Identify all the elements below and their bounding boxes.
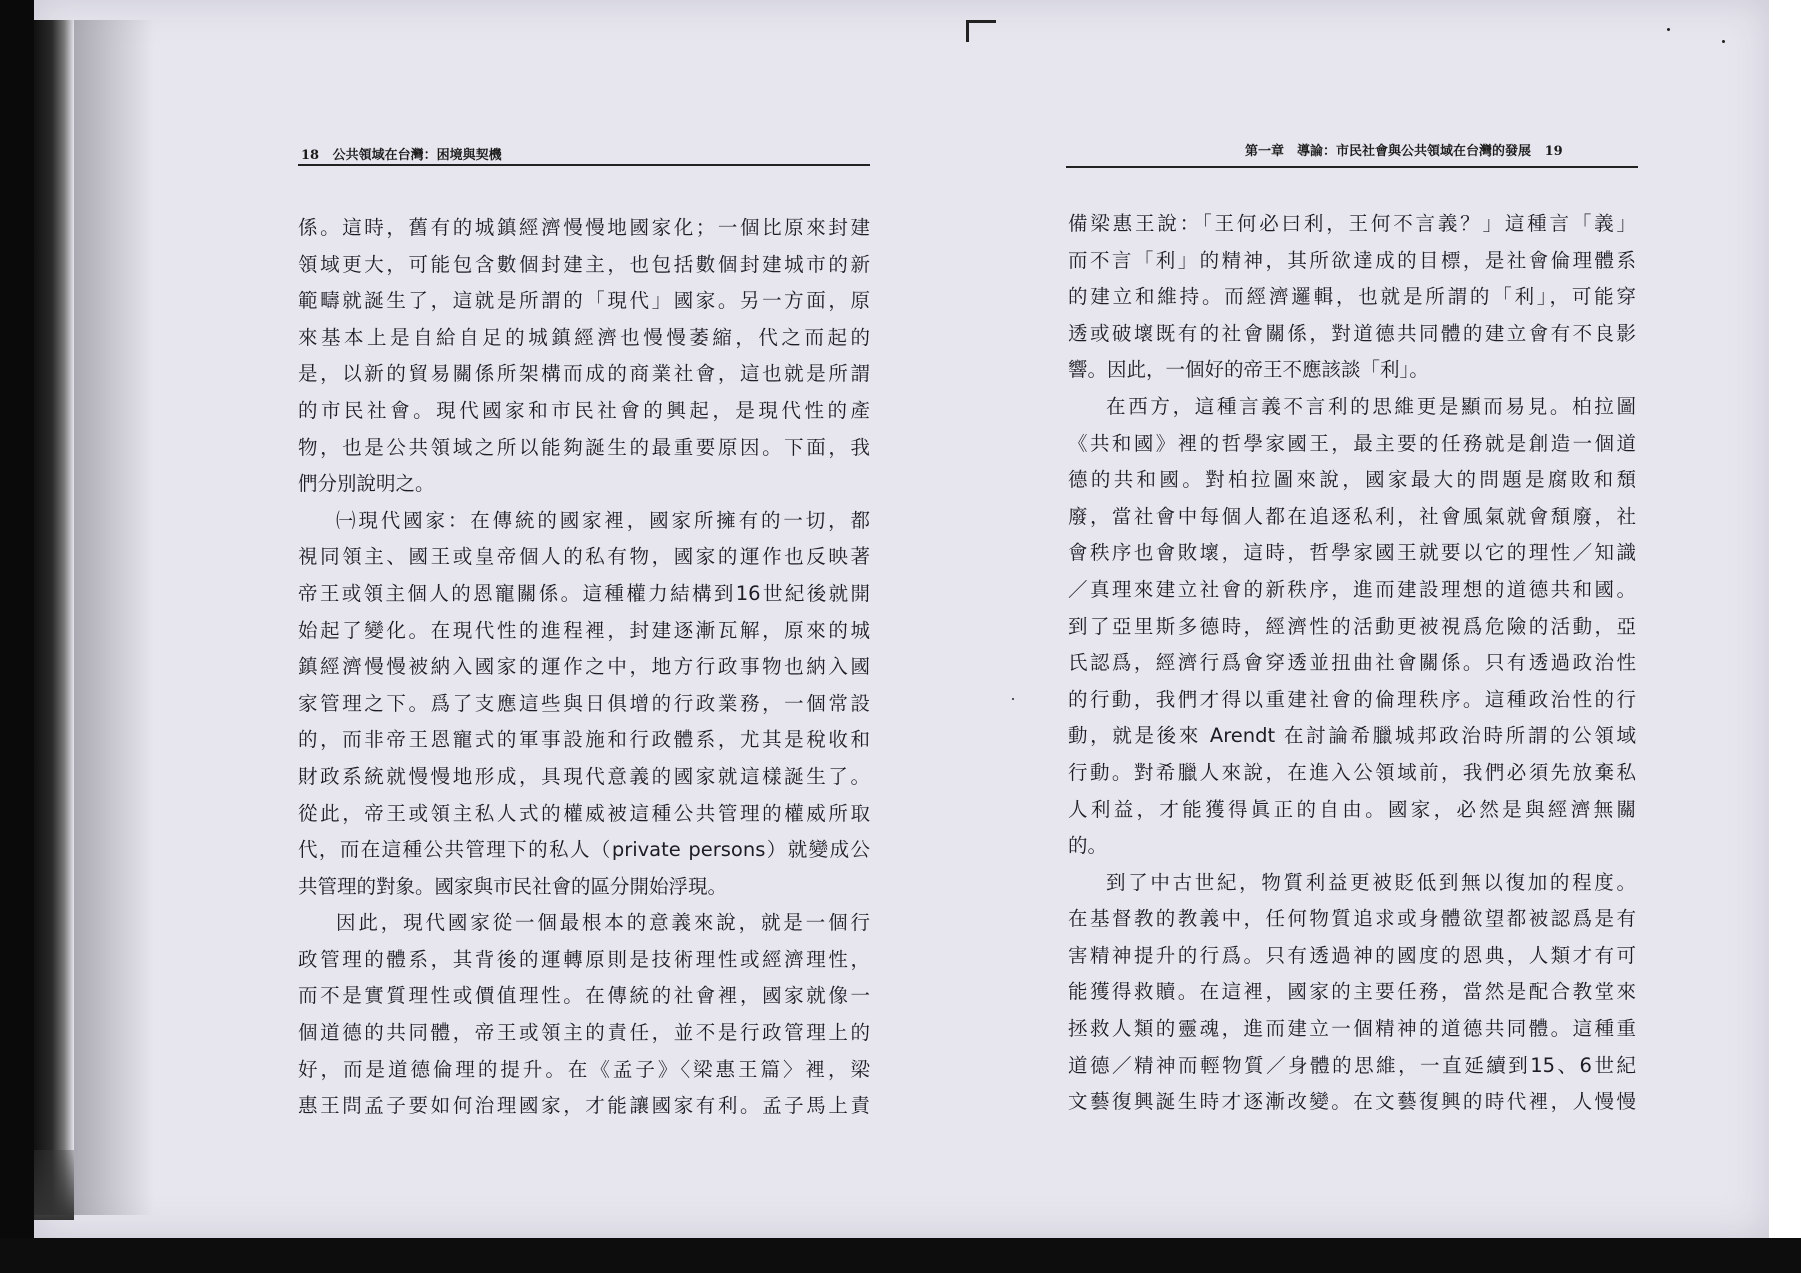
text-line: 帝王或領主個人的恩寵關係。這種權力結構到16世紀後就開	[298, 581, 870, 605]
text-line: 好，而是道德倫理的提升。在《孟子》〈梁惠王篇〉裡，梁	[298, 1057, 870, 1081]
text-line: 德的共和國。對柏拉圖來說，國家最大的問題是腐敗和頹	[1068, 468, 1636, 492]
text-line: 能獲得救贖。在這裡，國家的主要任務，當然是配合教堂來	[1068, 980, 1636, 1004]
scan-speck	[1012, 698, 1014, 700]
text-line: ／真理來建立社會的新秩序，進而建設理想的道德共和國。	[1068, 577, 1636, 601]
text-line: 動，就是後來 Arendt 在討論希臘城邦政治時所謂的公領域	[1068, 724, 1636, 748]
text-line: ㈠現代國家：在傳統的國家裡，國家所擁有的一切，都	[336, 508, 870, 532]
text-line: 惠王問孟子要如何治理國家，才能讓國家有利。孟子馬上責	[298, 1094, 870, 1118]
text-line: 《共和國》裡的哲學家國王，最主要的任務就是創造一個道	[1068, 431, 1636, 455]
text-line: 拯救人類的靈魂，進而建立一個精神的道德共同體。這種重	[1068, 1017, 1636, 1041]
text-line: 的行動，我們才得以重建社會的倫理秩序。這種政治性的行	[1068, 687, 1636, 711]
text-line: 會秩序也會敗壞，這時，哲學家國王就要以它的理性／知識	[1068, 541, 1636, 565]
text-line: 視同領主、國王或皇帝個人的私有物，國家的運作也反映著	[298, 545, 870, 569]
scan-speck	[1722, 40, 1725, 43]
text-line: 因此，現代國家從一個最根本的意義來說，就是一個行	[336, 911, 870, 935]
text-line: 的建立和維持。而經濟邏輯，也就是所謂的「利」，可能穿	[1068, 285, 1636, 309]
text-line: 來基本上是自給自足的城鎮經濟也慢慢萎縮，代之而起的	[298, 325, 870, 349]
text-line: 廢，當社會中每個人都在追逐私利，社會風氣就會頹廢，社	[1068, 504, 1636, 528]
scan-margin-bottom	[0, 1238, 1801, 1273]
text-line: 始起了變化。在現代性的進程裡，封建逐漸瓦解，原來的城	[298, 618, 870, 642]
text-line: 財政系統就慢慢地形成，具現代意義的國家就這樣誕生了。	[298, 764, 870, 788]
right-page-header	[1245, 140, 1563, 159]
left-page-header	[301, 144, 502, 163]
crop-mark	[966, 20, 969, 42]
text-line: 政管理的體系，其背後的運轉原則是技術理性或經濟理性，	[298, 947, 870, 971]
right-page-body	[1068, 206, 1636, 1121]
text-line: 係。這時，舊有的城鎮經濟慢慢地國家化；一個比原來封建	[298, 216, 870, 239]
text-line: 害精神提升的行爲。只有透過神的國度的恩典，人類才有可	[1068, 943, 1636, 967]
text-line: 到了亞里斯多德時，經濟性的活動更被視爲危險的活動，亞	[1068, 614, 1636, 638]
crop-mark	[966, 20, 996, 23]
left-running-title: 公共領域在台灣：困境與契機	[332, 148, 502, 163]
text-line: 備梁惠王說：「王何必曰利，王何不言義？」這種言「義」	[1068, 212, 1636, 235]
text-line: 到了中古世紀，物質利益更被貶低到無以復加的程度。	[1106, 870, 1636, 894]
left-page-body	[298, 210, 870, 1125]
text-line: 而不言「利」的精神，其所欲達成的目標，是社會倫理體系	[1068, 248, 1636, 272]
text-line: 的市民社會。現代國家和市民社會的興起，是現代性的產	[298, 398, 870, 422]
binding-shadow-fade	[74, 20, 154, 1215]
text-line: 共管理的對象。國家與市民社會的區分開始浮現。	[298, 874, 728, 898]
right-header-rule	[1066, 166, 1638, 168]
text-line: 在基督教的教義中，任何物質追求或身體欲望都被認爲是有	[1068, 907, 1636, 931]
text-line: 領域更大，可能包含數個封建主，也包括數個封建城市的新	[298, 252, 870, 276]
text-line: 人利益，才能獲得眞正的自由。國家，必然是與經濟無關	[1068, 797, 1636, 821]
scan-margin-right	[1769, 0, 1801, 1273]
scan-speck	[1667, 28, 1670, 31]
text-line: 範疇就誕生了，這就是所謂的「現代」國家。另一方面，原	[298, 289, 870, 313]
text-line: 從此，帝王或領主私人式的權威被這種公共管理的權威所取	[298, 801, 870, 825]
text-line: 而不是實質理性或價值理性。在傳統的社會裡，國家就像一	[298, 984, 870, 1008]
text-line: 的，而非帝王恩寵式的軍事設施和行政體系，尤其是稅收和	[298, 728, 870, 752]
text-line: 個道德的共同體，帝王或領主的責任，並不是行政管理上的	[298, 1021, 870, 1045]
text-line: 透或破壞既有的社會關係，對道德共同體的建立會有不良影	[1068, 321, 1636, 345]
text-line: 文藝復興誕生時才逐漸改變。在文藝復興的時代裡，人慢慢	[1068, 1090, 1636, 1114]
text-line: 鎮經濟慢慢被納入國家的運作之中，地方行政事物也納入國	[298, 655, 870, 679]
text-line: 氏認爲，經濟行爲會穿透並扭曲社會關係。只有透過政治性	[1068, 651, 1636, 675]
text-line: 的。	[1068, 834, 1108, 858]
corner-shadow	[34, 1150, 74, 1220]
text-line: 物，也是公共領域之所以能夠誕生的最重要原因。下面，我	[298, 435, 870, 459]
left-page-number: 18	[301, 148, 320, 163]
right-running-title: 第一章 導論：市民社會與公共領域在台灣的發展	[1245, 144, 1532, 159]
text-line: 道德／精神而輕物質／身體的思維，一直延續到15、6世紀	[1068, 1053, 1636, 1077]
text-line: 家管理之下。爲了支應這些與日俱增的行政業務，一個常設	[298, 691, 870, 715]
text-line: 響。因此，一個好的帝王不應該談「利」。	[1068, 358, 1429, 382]
text-line: 是，以新的貿易關係所架構而成的商業社會，這也就是所謂	[298, 362, 870, 386]
left-header-rule	[298, 164, 870, 166]
binding-shadow	[34, 20, 74, 1215]
text-line: 們分別說明之。	[298, 472, 435, 496]
text-line: 在西方，這種言義不言利的思維更是顯而易見。柏拉圖	[1106, 394, 1636, 418]
right-page-number: 19	[1544, 144, 1563, 159]
text-line: 代，而在這種公共管理下的私人（private persons）就變成公	[298, 838, 870, 862]
text-line: 行動。對希臘人來說，在進入公領域前，我們必須先放棄私	[1068, 760, 1636, 784]
